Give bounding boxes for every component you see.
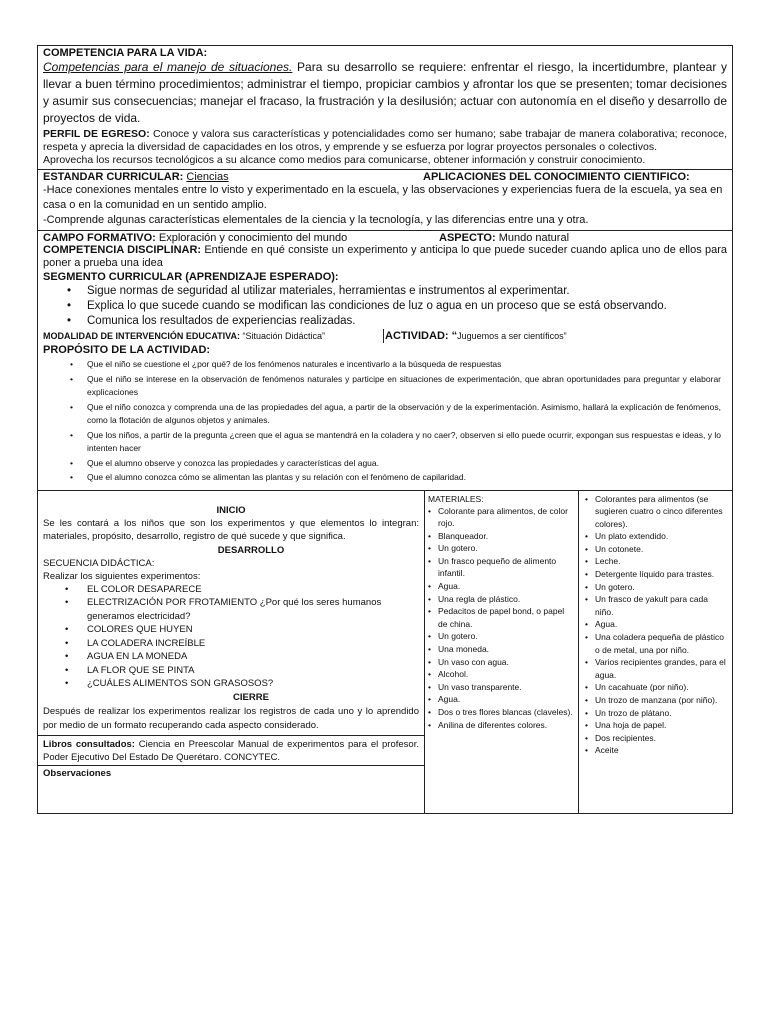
experimento-item: • EL COLOR DESAPARECE xyxy=(43,583,419,597)
proposito-item: • Que el niño se interese en la observación de fenómenos naturales y participe en situaciones de experimentación, que abran oportunidades para preguntar y elaborar explicaciones xyxy=(43,373,721,400)
material-item: • Agua. xyxy=(428,580,574,593)
experimento-item: • LA FLOR QUE SE PINTA xyxy=(43,664,419,678)
material-item: • Un cotonete. xyxy=(585,543,728,556)
estandar-section xyxy=(38,170,732,231)
actividad-value: Juguemos a ser científicos” xyxy=(457,331,567,341)
disciplinar-text xyxy=(43,244,727,270)
segmento-item: • Comunica los resultados de experiencias realizadas. xyxy=(43,314,727,329)
actividad-heading: ACTIVIDAD: “ xyxy=(385,330,458,342)
observaciones-heading: Observaciones xyxy=(43,767,112,779)
aspecto xyxy=(439,232,569,244)
materiales-list-2 xyxy=(585,493,728,757)
experimento-item: • AGUA EN LA MONEDA xyxy=(43,650,419,664)
experimento-item: • COLORES QUE HUYEN xyxy=(43,623,419,637)
proposito-heading: PROPÓSITO DE LA ACTIVIDAD: xyxy=(43,344,211,356)
lesson-plan-table xyxy=(37,45,733,814)
material-item: • Una hoja de papel. xyxy=(585,719,728,732)
segmento-item: • Explica lo que sucede cuando se modifican las condiciones de luz o agua en un proceso que se está observando. xyxy=(43,299,727,314)
material-item: • Dos o tres flores blancas (claveles). xyxy=(428,706,574,719)
material-item: • Colorantes para alimentos (se sugieren cuatro o cinco diferentes colores). xyxy=(585,493,728,531)
estandar-heading: ESTANDAR CURRICULAR: xyxy=(43,171,184,183)
disciplinar-heading: COMPETENCIA DISCIPLINAR: xyxy=(43,244,202,256)
materiales-heading: MATERIALES: xyxy=(428,493,484,504)
competencia-text xyxy=(43,59,727,127)
campo-formativo xyxy=(43,232,439,244)
aspecto-heading: ASPECTO: xyxy=(439,232,496,244)
campo-section xyxy=(38,231,732,491)
cierre-heading: CIERRE xyxy=(233,691,269,703)
actividad xyxy=(383,329,567,343)
material-item: • Una regla de plástico. xyxy=(428,593,574,606)
aplicaciones-heading: APLICACIONES DEL CONOCIMIENTO CIENTIFICO: xyxy=(423,171,690,183)
estandar-line-2: -Comprende algunas características elementales de la ciencia y la tecnología, y las diferencias entre una y otra. xyxy=(43,214,589,226)
proposito-item: • Que el alumno conozca cómo se alimentan las plantas y su relación con el fenómeno de capilaridad. xyxy=(43,471,721,485)
modalidad xyxy=(43,329,383,343)
campo-row xyxy=(43,232,727,244)
inicio-text: Se les contará a los niños que son los experimentos y que elementos lo integran: materiales, propósito, desarrollo, registro de qué sucede y que significa. xyxy=(43,517,419,542)
secuencia-grid xyxy=(38,491,732,813)
material-item: • Aceite xyxy=(585,744,728,757)
material-item: • Agua. xyxy=(585,618,728,631)
material-item: • Colorante para alimentos, de color rojo. xyxy=(428,505,574,530)
perfil-text-2: Aprovecha los recursos tecnológicos a su alcance como medios para comunicarse, obtener información y construir conocimiento. xyxy=(43,154,646,166)
material-item: • Blanqueador. xyxy=(428,530,574,543)
perfil-heading: PERFIL DE EGRESO: xyxy=(43,128,150,140)
estandar-header-row xyxy=(43,171,727,183)
materiales-column-2 xyxy=(579,491,732,813)
experimento-item: • ELECTRIZACIÓN POR FROTAMIENTO ¿Por qué los seres humanos generamos electricidad? xyxy=(43,596,419,623)
desarrollo-intro: Realizar los siguientes experimentos: xyxy=(43,570,201,582)
material-item: • Una coladera pequeña de plástico o de metal, una por niño. xyxy=(585,631,728,656)
competencia-body: Para su desarrollo se requiere: enfrentar el riesgo, la incertidumbre, plantear y llevar a buen término procedimientos; administrar el tiempo, propiciar cambios y afrontar los que se presenten; tomar decisiones y asumir sus consecuencias; manejar el fracaso, la frustración y la desilusión; actuar con autonomía en el diseño y desarrollo de proyectos de vida. xyxy=(43,60,727,125)
material-item: • Dos recipientes. xyxy=(585,732,728,745)
libros-heading: Libros consultados: xyxy=(43,738,135,750)
proposito-item: • Que el niño conozca y comprenda una de las propiedades del agua, a partir de la observación y de la experimentación. Asimismo, hallará la explicación de fenómenos, como la flotación de algunos objetos y animales. xyxy=(43,401,721,428)
proposito-list xyxy=(43,358,727,485)
competencia-heading: COMPETENCIA PARA LA VIDA: xyxy=(43,47,208,59)
experimento-item: • ¿CUÁLES ALIMENTOS SON GRASOSOS? xyxy=(43,677,419,691)
material-item: • Agua. xyxy=(428,693,574,706)
secuencia-column xyxy=(38,491,425,813)
material-item: • Un frasco pequeño de alimento infantil. xyxy=(428,555,574,580)
libros-text xyxy=(43,738,419,764)
segmento-list xyxy=(43,284,727,329)
perfil-text xyxy=(43,128,727,154)
material-item: • Detergente líquido para trastes. xyxy=(585,568,728,581)
segmento-item: • Sigue normas de seguridad al utilizar materiales, herramientas e instrumentos al experimentar. xyxy=(43,284,727,299)
material-item: • Un frasco de yakult para cada niño. xyxy=(585,593,728,618)
segmento-heading: SEGMENTO CURRICULAR (APRENDIZAJE ESPERADO): xyxy=(43,271,339,283)
material-item: • Una moneda. xyxy=(428,643,574,656)
material-item: • Un plato extendido. xyxy=(585,530,728,543)
aspecto-value: Mundo natural xyxy=(495,232,570,244)
material-item: • Un gotero. xyxy=(585,581,728,594)
experimento-item: • LA COLADERA INCREÍBLE xyxy=(43,637,419,651)
material-item: • Un cacahuate (por niño). xyxy=(585,681,728,694)
estandar-line-1: -Hace conexiones mentales entre lo visto y experimentado en la escuela, y las observaciones y experiencias fuera de la escuela, ya sea en casa o en la comunidad en un sentido amplio. xyxy=(43,184,723,211)
modalidad-value: “Situación Didáctica” xyxy=(240,331,326,341)
material-item: • Un gotero. xyxy=(428,630,574,643)
secuencia-label: SECUENCIA DIDÁCTICA: xyxy=(43,557,155,569)
material-item: • Un vaso transparente. xyxy=(428,681,574,694)
material-item: • Leche. xyxy=(585,555,728,568)
perfil-body: Conoce y valora sus características y potencialidades como ser humano; sabe trabajar de manera colaborativa; reconoce, respeta y aprecia la diversidad de capacidades en los otros, y emprende y se esfuerza por lograr proyectos personales o colectivos. xyxy=(43,128,727,153)
estandar-value: Ciencias xyxy=(186,171,229,183)
desarrollo-heading: DESARROLLO xyxy=(217,544,285,556)
material-item: • Un gotero. xyxy=(428,542,574,555)
secuencia-content xyxy=(38,491,424,733)
observaciones-cell xyxy=(38,765,424,813)
material-item: • Anilina de diferentes colores. xyxy=(428,719,574,732)
libros-cell xyxy=(38,735,424,765)
material-item: • Varios recipientes grandes, para el agua. xyxy=(585,656,728,681)
proposito-item: • Que el niño se cuestione el ¿por qué? de los fenómenos naturales e incentivarlo a la búsqueda de respuestas xyxy=(43,358,721,372)
proposito-item: • Que el alumno observe y conozca las propiedades y características del agua. xyxy=(43,457,721,471)
materiales-list-1 xyxy=(428,505,574,732)
estandar-label xyxy=(43,171,423,183)
material-item: • Alcohol. xyxy=(428,668,574,681)
proposito-item: • Que los niños, a partir de la pregunta ¿creen que el agua se mantendrá en la coladera y no caer?, observen si ello puede ocurrir, expongan sus respuestas e ideas, y lo intenten hacer xyxy=(43,429,721,456)
competencia-section xyxy=(38,46,732,170)
campo-heading: CAMPO FORMATIVO: xyxy=(43,232,156,244)
material-item: • Un vaso con agua. xyxy=(428,656,574,669)
disciplinar-body: Entiende en qué consiste un experimento y anticipa lo que puede suceder cuando aplica uno de ellos para poner a prueba una idea xyxy=(43,244,727,269)
material-item: • Pedacitos de papel bond, o papel de china. xyxy=(428,605,574,630)
material-item: • Un trozo de manzana (por niño). xyxy=(585,694,728,707)
competencia-subtitle: Competencias para el manejo de situaciones. xyxy=(43,60,293,74)
modalidad-row xyxy=(43,329,727,343)
cierre-text: Después de realizar los experimentos realizar los registros de cada uno y lo aprendido por medio de un formato recuperando cada aspecto considerado. xyxy=(43,705,419,731)
modalidad-heading: MODALIDAD DE INTERVENCIÓN EDUCATIVA: xyxy=(43,331,241,341)
materiales-column-1 xyxy=(425,491,579,813)
material-item: • Un trozo de plátano. xyxy=(585,707,728,720)
libros-body: Ciencia en Preescolar Manual de experimentos para el profesor. Poder Ejecutivo Del Estado De Querétaro. CONCYTEC. xyxy=(43,738,419,763)
campo-value: Exploración y conocimiento del mundo xyxy=(155,232,348,244)
inicio-heading: INICIO xyxy=(216,504,246,516)
experimentos-list xyxy=(43,583,419,691)
